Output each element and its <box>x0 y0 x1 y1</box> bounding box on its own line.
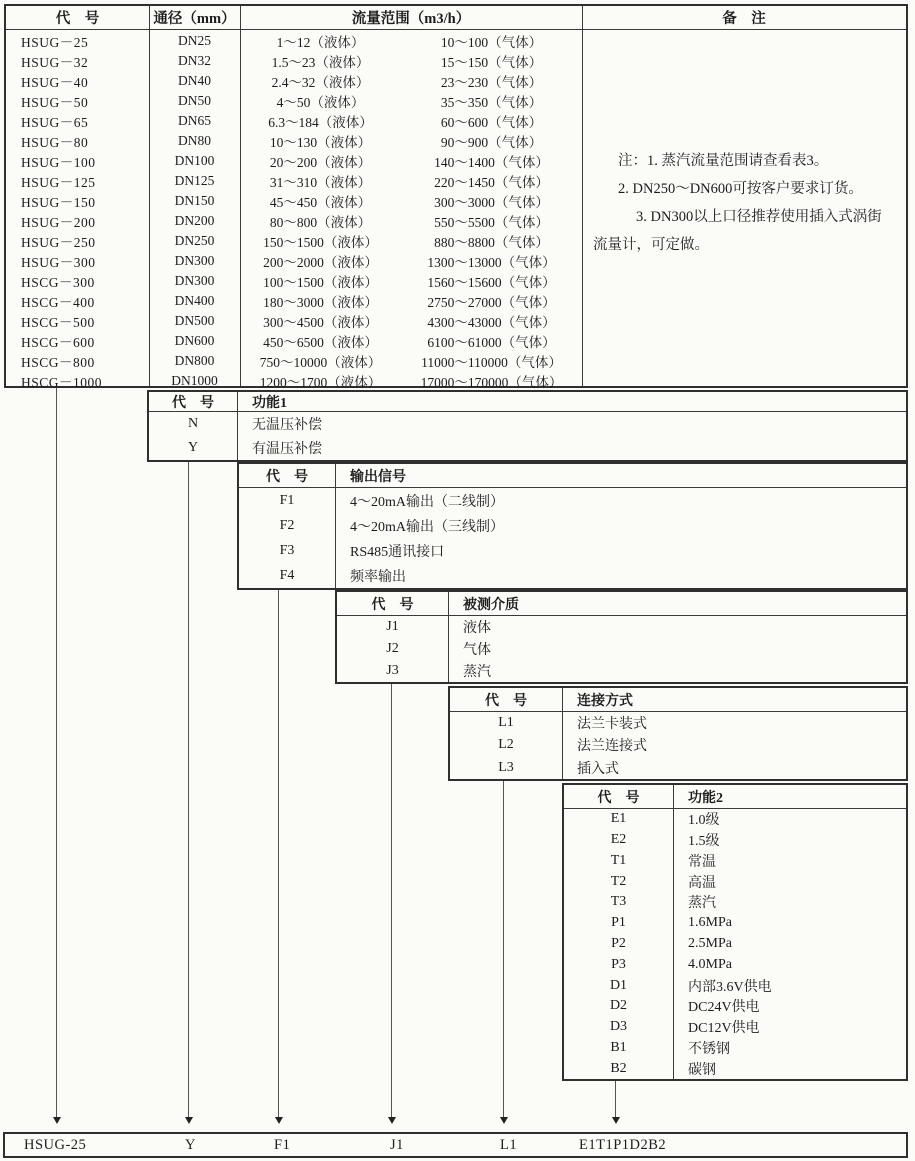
table-row <box>564 975 906 996</box>
measured-medium-table <box>335 590 908 684</box>
diameter-cell: DN25 <box>178 33 211 48</box>
diameter-cell: DN50 <box>178 93 211 108</box>
diameter-cell: DN100 <box>174 153 215 168</box>
header-remark: 备 注 <box>722 11 766 27</box>
table-header-row <box>450 688 906 712</box>
gas-range-cell: 1560～15600（气体） <box>427 275 556 290</box>
code-cell: E2 <box>564 830 674 851</box>
down-arrow-connector <box>278 590 279 1117</box>
liquid-range-cell: 1.5～23（液体） <box>271 55 370 70</box>
diameter-cell: DN40 <box>178 73 211 88</box>
liquid-range-cell: 2.4～32（液体） <box>271 75 370 90</box>
diameter-cell: DN500 <box>174 313 215 328</box>
model-code-cell: HSUG－200 <box>21 215 96 230</box>
table-row <box>6 351 582 371</box>
table-body <box>564 809 906 1079</box>
model-code-cell: HSUG－250 <box>21 235 96 250</box>
code-cell: D2 <box>564 996 674 1017</box>
value-header: 连接方式 <box>577 693 633 709</box>
code-cell: D3 <box>564 1017 674 1038</box>
table-row <box>6 91 582 111</box>
value-cell: 有温压补偿 <box>252 442 322 457</box>
down-arrow-connector <box>503 781 504 1117</box>
diameter-cell: DN150 <box>174 193 215 208</box>
model-code-cell: HSUG－32 <box>21 55 89 70</box>
table-row <box>564 830 906 851</box>
value-cell: 气体 <box>463 643 491 658</box>
value-cell: 频率输出 <box>350 569 406 585</box>
table-row <box>564 851 906 872</box>
table-row <box>6 151 582 171</box>
gas-range-cell: 15～150（气体） <box>440 55 543 70</box>
gas-range-cell: 6100～61000（气体） <box>427 335 556 350</box>
code-cell: F1 <box>239 488 336 513</box>
diameter-cell: DN80 <box>178 133 211 148</box>
code-cell: J3 <box>337 660 449 682</box>
table-row <box>6 251 582 271</box>
code-header: 代 号 <box>239 464 336 487</box>
table-row <box>564 871 906 892</box>
note-line: 注：1. 蒸汽流量范围请查看表3。 <box>618 153 829 169</box>
model-code-cell: HSCG－800 <box>21 355 95 370</box>
table-row <box>564 996 906 1017</box>
gas-range-cell: 35～350（气体） <box>440 95 543 110</box>
diameter-cell: DN250 <box>174 233 215 248</box>
table-row <box>450 712 906 734</box>
liquid-range-cell: 6.3～184（液体） <box>268 115 373 130</box>
table-row <box>6 211 582 231</box>
header-flow-range: 流量范围（m3/h） <box>351 11 471 27</box>
value-cell: 1.5级 <box>688 834 720 850</box>
code-cell: P3 <box>564 954 674 975</box>
table-row <box>6 331 582 351</box>
code-cell: T2 <box>564 871 674 892</box>
gas-range-cell: 140～1400（气体） <box>434 155 549 170</box>
value-header: 输出信号 <box>350 469 406 485</box>
value-header: 功能1 <box>252 395 287 411</box>
gas-range-cell: 23～230（气体） <box>440 75 543 90</box>
table-row <box>450 734 906 756</box>
liquid-range-cell: 450～6500（液体） <box>263 335 378 350</box>
model-code-cell: HSUG－100 <box>21 155 96 170</box>
remark-cell <box>583 31 906 386</box>
table-body <box>6 31 582 390</box>
value-cell: 内部3.6V供电 <box>688 979 772 995</box>
table-body <box>450 712 906 779</box>
code-cell: T1 <box>564 851 674 872</box>
table-body <box>337 616 906 682</box>
gas-range-cell: 11000～110000（气体） <box>421 355 562 370</box>
gas-range-cell: 4300～43000（气体） <box>427 315 556 330</box>
model-code-cell: HSUG－50 <box>21 95 89 110</box>
value-cell: 1.0级 <box>688 813 720 829</box>
diameter-cell: DN200 <box>174 213 215 228</box>
flow-range-table <box>4 4 908 388</box>
diameter-cell: DN400 <box>174 293 215 308</box>
liquid-range-cell: 20～200（液体） <box>269 155 372 170</box>
table-row <box>450 757 906 779</box>
code-cell: F4 <box>239 563 336 588</box>
value-cell: 4～20mA输出（三线制） <box>350 519 504 535</box>
note-line: 2. DN250～DN600可按客户要求订货。 <box>618 181 863 197</box>
table-row <box>564 934 906 955</box>
model-code-cell: HSCG－1000 <box>21 375 103 390</box>
model-code-cell: HSUG－150 <box>21 195 96 210</box>
table-row <box>6 371 582 391</box>
liquid-range-cell: 150～1500（液体） <box>263 235 378 250</box>
table-row <box>6 231 582 251</box>
gas-range-cell: 300～3000（气体） <box>434 195 549 210</box>
value-header: 功能2 <box>688 790 723 806</box>
down-arrow-connector <box>615 1081 616 1117</box>
liquid-range-cell: 31～310（液体） <box>269 175 372 190</box>
down-arrow-connector <box>391 684 392 1117</box>
code-cell: N <box>149 412 238 436</box>
code-cell: D1 <box>564 975 674 996</box>
table-row <box>6 131 582 151</box>
table-row <box>239 563 906 588</box>
table-row <box>337 660 906 682</box>
table-row <box>6 31 582 51</box>
table-row <box>6 171 582 191</box>
code-cell: Y <box>149 436 238 460</box>
code-cell: B2 <box>564 1058 674 1079</box>
gas-range-cell: 10～100（气体） <box>440 35 543 50</box>
table-row <box>564 954 906 975</box>
table-row <box>239 538 906 563</box>
liquid-range-cell: 300～4500（液体） <box>263 315 378 330</box>
table-row <box>6 51 582 71</box>
table-body <box>149 412 906 460</box>
diameter-cell: DN800 <box>174 353 215 368</box>
gas-range-cell: 60～600（气体） <box>440 115 543 130</box>
code-cell: P2 <box>564 934 674 955</box>
code-cell: B1 <box>564 1037 674 1058</box>
table-row <box>6 291 582 311</box>
table-row <box>239 513 906 538</box>
table-row <box>337 616 906 638</box>
value-cell: 1.6MPa <box>688 915 732 931</box>
model-code-segment: E1T1P1D2B2 <box>579 1137 667 1153</box>
table-row <box>6 111 582 131</box>
model-code-segment: HSUG-25 <box>24 1137 87 1153</box>
value-cell: 法兰卡装式 <box>577 717 647 733</box>
table-row <box>564 913 906 934</box>
table-header-row <box>239 464 906 488</box>
value-cell: RS485通讯接口 <box>350 544 445 560</box>
code-cell: P1 <box>564 913 674 934</box>
table-row <box>6 271 582 291</box>
table-header-row <box>6 6 906 30</box>
model-code-cell: HSCG－400 <box>21 295 95 310</box>
liquid-range-cell: 1200～1700（液体） <box>259 375 382 390</box>
liquid-range-cell: 4～50（液体） <box>276 95 365 110</box>
value-cell: 碳钢 <box>688 1062 716 1078</box>
table-header-row <box>564 785 906 809</box>
code-header: 代 号 <box>450 688 563 711</box>
liquid-range-cell: 1～12（液体） <box>276 35 365 50</box>
model-code-segment: L1 <box>500 1137 518 1153</box>
table-row <box>564 1017 906 1038</box>
diameter-cell: DN65 <box>178 113 211 128</box>
gas-range-cell: 220～1450（气体） <box>434 175 549 190</box>
table-row <box>564 892 906 913</box>
gas-range-cell: 880～8800（气体） <box>434 235 549 250</box>
model-code-cell: HSUG－300 <box>21 255 96 270</box>
table-body <box>239 488 906 588</box>
code-cell: F2 <box>239 513 336 538</box>
value-cell: 法兰连接式 <box>577 739 647 755</box>
example-model-code-box <box>3 1132 908 1158</box>
model-code-cell: HSCG－600 <box>21 335 95 350</box>
table-header-row <box>149 392 906 412</box>
diameter-cell: DN300 <box>174 253 215 268</box>
model-code-cell: HSUG－80 <box>21 135 89 150</box>
value-cell: 无温压补偿 <box>252 418 322 433</box>
table-row <box>564 809 906 830</box>
value-cell: 蒸汽 <box>688 896 716 912</box>
value-header: 被测介质 <box>463 597 519 613</box>
table-row <box>6 311 582 331</box>
value-cell: 插入式 <box>577 761 619 777</box>
table-header-row <box>337 592 906 616</box>
table-row <box>337 638 906 660</box>
value-cell: 高温 <box>688 875 716 891</box>
header-diameter: 通径（mm） <box>153 11 236 27</box>
code-cell: L2 <box>450 734 563 756</box>
diameter-cell: DN125 <box>174 173 215 188</box>
liquid-range-cell: 100～1500（液体） <box>263 275 378 290</box>
gas-range-cell: 550～5500（气体） <box>434 215 549 230</box>
connection-type-table <box>448 686 908 781</box>
code-header: 代 号 <box>564 785 674 808</box>
liquid-range-cell: 10～130（液体） <box>269 135 372 150</box>
liquid-range-cell: 200～2000（液体） <box>263 255 378 270</box>
code-cell: J1 <box>337 616 449 638</box>
model-code-segment: Y <box>185 1137 196 1153</box>
model-code-cell: HSCG－500 <box>21 315 95 330</box>
liquid-range-cell: 750～10000（液体） <box>259 355 382 370</box>
gas-range-cell: 1300～13000（气体） <box>427 255 556 270</box>
note-line: 流量计，可定做。 <box>593 237 709 253</box>
liquid-range-cell: 80～800（液体） <box>269 215 372 230</box>
model-code-cell: HSUG－40 <box>21 75 89 90</box>
output-signal-table <box>237 462 908 590</box>
diameter-cell: DN32 <box>178 53 211 68</box>
header-code: 代 号 <box>55 11 100 27</box>
model-code-cell: HSUG－125 <box>21 175 96 190</box>
code-cell: L1 <box>450 712 563 734</box>
model-code-cell: HSUG－25 <box>21 35 89 50</box>
code-header: 代 号 <box>149 392 238 411</box>
table-row <box>149 436 906 460</box>
liquid-range-cell: 45～450（液体） <box>269 195 372 210</box>
value-cell: 4.0MPa <box>688 956 732 972</box>
diameter-cell: DN300 <box>174 273 215 288</box>
code-cell: T3 <box>564 892 674 913</box>
code-cell: J2 <box>337 638 449 660</box>
code-cell: L3 <box>450 757 563 779</box>
function2-table <box>562 783 908 1081</box>
code-cell: E1 <box>564 809 674 830</box>
value-cell: 4～20mA输出（二线制） <box>350 494 504 510</box>
table-row <box>239 488 906 513</box>
value-cell: 不锈钢 <box>688 1041 730 1057</box>
function1-table <box>147 390 908 462</box>
table-row <box>6 191 582 211</box>
down-arrow-connector <box>188 462 189 1117</box>
table-row <box>564 1058 906 1079</box>
gas-range-cell: 2750～27000（气体） <box>427 295 556 310</box>
table-row <box>564 1037 906 1058</box>
model-code-cell: HSCG－300 <box>21 275 95 290</box>
notes-block <box>593 147 882 259</box>
model-code-cell: HSUG－65 <box>21 115 89 130</box>
diameter-cell: DN600 <box>174 333 215 348</box>
value-cell: DC12V供电 <box>688 1021 760 1037</box>
table-row <box>149 412 906 436</box>
note-line: 3. DN300以上口径推荐使用插入式涡街 <box>636 209 882 225</box>
value-cell: 蒸汽 <box>463 665 491 680</box>
value-cell: 液体 <box>463 621 491 636</box>
value-cell: 2.5MPa <box>688 935 732 951</box>
table-row <box>6 71 582 91</box>
value-cell: 常温 <box>688 854 716 870</box>
diameter-cell: DN1000 <box>171 373 218 388</box>
code-cell: F3 <box>239 538 336 563</box>
gas-range-cell: 17000～170000（气体） <box>420 375 563 390</box>
liquid-range-cell: 180～3000（液体） <box>263 295 378 310</box>
model-code-segment: J1 <box>390 1137 404 1153</box>
model-code-segment: F1 <box>274 1137 291 1153</box>
down-arrow-connector <box>56 388 57 1117</box>
gas-range-cell: 90～900（气体） <box>440 135 543 150</box>
value-cell: DC24V供电 <box>688 1000 760 1016</box>
code-header: 代 号 <box>337 592 449 615</box>
